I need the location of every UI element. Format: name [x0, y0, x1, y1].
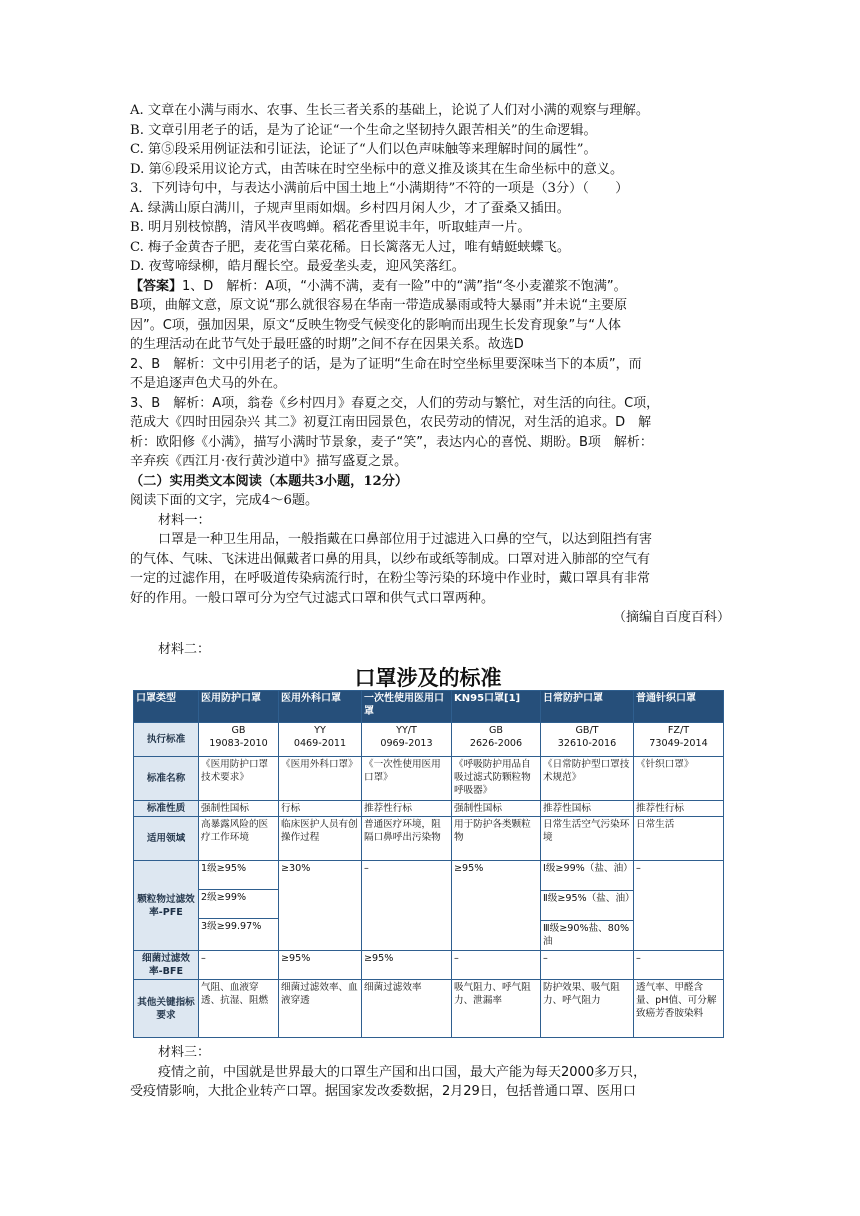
- table-cell: 《呼吸防护用品自吸过滤式防颗粒物呼吸器》: [452, 757, 541, 801]
- table-row-bfe: [134, 951, 724, 980]
- pfe-level: 2级≥99%: [199, 890, 278, 919]
- header-cell: 普通针织口罩: [634, 691, 724, 723]
- option-c: C. 第⑤段采用例证法和引证法，论证了“人们以色声味触等来理解时间的属性”。: [130, 142, 597, 157]
- table-cell: 强制性国标: [199, 801, 279, 817]
- table-row-other: [134, 980, 724, 1038]
- answer-line-8: 范成大《四时田园杂兴 其二》初夏江南田园景色，农民劳动的情况，对生活的追求。D 解: [130, 415, 652, 430]
- row-header: 执行标准: [134, 723, 199, 757]
- table-cell: 《针织口罩》: [634, 757, 724, 801]
- option-d: D. 第⑥段采用议论方式，由苦味在时空坐标中的意义推及谈其在生命坐标中的意义。: [130, 161, 624, 177]
- option-b: B. 文章引用老子的话，是为了论证“一个生命之坚韧持久跟苦相关”的生命逻辑。: [130, 122, 597, 138]
- instruction: 阅读下面的文字，完成4～6题。: [130, 493, 319, 508]
- table-cell: 推荐性国标: [541, 801, 634, 817]
- question-text-block: [130, 101, 730, 659]
- material1-line-4: 好的作用。一般口罩可分为空气过滤式口罩和供气式口罩两种。: [130, 590, 495, 606]
- table-row-exec: [134, 723, 724, 757]
- table-cell: 《医用防护口罩技术要求》: [199, 757, 279, 801]
- answer-line-10: 辛弃疾《西江月·夜行黄沙道中》描写盛夏之景。: [130, 454, 408, 469]
- table-cell: –: [452, 951, 541, 980]
- table-cell: 细菌过滤效率: [362, 980, 452, 1038]
- table-cell: 气阻、血液穿透、抗湿、阻燃: [199, 980, 279, 1038]
- answer-line-5: 2、B 解析：文中引用老子的话，是为了证明“生命在时空坐标里要深味当下的本质”，而: [130, 356, 642, 372]
- option-a: A. 文章在小满与雨水、农事、生长三者关系的基础上，论说了人们对小满的观察与理解。: [130, 103, 650, 118]
- section-title: （二）实用类文本阅读（本题共3小题，12分）: [130, 473, 409, 489]
- row-header: 适用领域: [134, 817, 199, 861]
- header-cell: 一次性使用医用口罩: [362, 691, 452, 723]
- pfe-level: 3级≥99.97%: [201, 921, 262, 932]
- row-header: 标准性质: [134, 801, 199, 817]
- q3-option-c: C. 梅子金黄杏子肥，麦花雪白菜花稀。日长篱落无人过，唯有蜻蜓蛱蝶飞。: [130, 239, 571, 255]
- table-cell: 日常生活空气污染环境: [541, 817, 634, 861]
- table-cell: ≥95%: [362, 951, 452, 980]
- table-cell: YY 0469-2011: [279, 723, 362, 757]
- table-cell: –: [541, 951, 634, 980]
- q3-option-b: B. 明月别枝惊鹊，清风半夜鸣蝉。稻花香里说丰年，听取蛙声一片。: [130, 220, 531, 235]
- pfe-level: Ⅰ级≥99%（盐、油）: [541, 861, 633, 891]
- table-cell: 用于防护各类颗粒物: [452, 817, 541, 861]
- header-cell: 口罩类型: [134, 691, 199, 723]
- table-row-pfe: [134, 861, 724, 951]
- table-cell: 《日常防护型口罩技术规范》: [541, 757, 634, 801]
- material1-line-1: 口罩是一种卫生用品，一般指戴在口鼻部位用于过滤进入口鼻的空气，以达到阻挡有害: [158, 532, 653, 547]
- table-cell: 透气率、甲醛含量、pH值、可分解致癌芳香胺染料: [634, 980, 724, 1038]
- table-cell: –: [362, 861, 452, 951]
- row-header: 颗粒物过滤效率-PFE: [134, 861, 199, 951]
- table-cell: 细菌过滤效率、血液穿透: [279, 980, 362, 1038]
- material3-line-1: 疫情之前，中国就是世界最大的口罩生产国和出口国，最大产能为每天2000多万只，: [158, 1064, 647, 1080]
- table-cell: GB 19083-2010: [199, 723, 279, 757]
- answer-line-1: 【答案】1、D 解析：A项，“小满不满，麦有一险”中的“满”指“冬小麦灌浆不饱满”。: [130, 278, 627, 294]
- pfe-level: Ⅱ级≥95%（盐、油）: [541, 891, 633, 921]
- header-cell: 医用防护口罩: [199, 691, 279, 723]
- table-header-row: [134, 691, 724, 723]
- mask-standards-table: [133, 690, 724, 1038]
- table-cell: 推荐性行标: [362, 801, 452, 817]
- pfe-level: Ⅲ级≥90%盐、80%油: [543, 923, 630, 947]
- row-header: 其他关键指标要求: [134, 980, 199, 1038]
- table-cell: 《医用外科口罩》: [279, 757, 362, 801]
- table-row-field: [134, 817, 724, 861]
- header-cell: KN95口罩[1]: [452, 691, 541, 723]
- answer-line-9: 析：欧阳修《小满》，描写小满时节景象，麦子“笑”，表达内心的喜悦、期盼。B项 解析：: [130, 434, 653, 450]
- header-cell: 日常防护口罩: [541, 691, 634, 723]
- table-cell: GB 2626-2006: [452, 723, 541, 757]
- answer-line-6: 不是追逐声色犬马的外在。: [130, 376, 287, 391]
- material1-line-2: 的气体、气味、飞沫进出佩戴者口鼻的用具，以纱布或纸等制成。口罩对进入肺部的空气有: [130, 551, 651, 567]
- table-cell: 强制性国标: [452, 801, 541, 817]
- table-cell: 《一次性使用医用口罩》: [362, 757, 452, 801]
- material3-label: 材料三：: [158, 1045, 211, 1060]
- q3-option-a: A. 绿满山原白满川，子规声里雨如烟。乡村四月闲人少，才了蚕桑又插田。: [130, 200, 570, 216]
- table-cell: 推荐性行标: [634, 801, 724, 817]
- table-cell: ≥30%: [279, 861, 362, 951]
- table-cell: [199, 861, 279, 951]
- table-row-nature: [134, 801, 724, 817]
- material3-line-2: 受疫情影响，大批企业转产口罩。据国家发改委数据，2月29日，包括普通口罩、医用口: [130, 1084, 636, 1099]
- answer-line-2: B项，曲解文意，原文说“那么就很容易在华南一带造成暴雨或特大暴雨”并未说“主要原: [130, 298, 628, 313]
- material1-source: （摘编自百度百科）: [612, 610, 730, 625]
- answer-label: 【答案】: [130, 278, 183, 294]
- row-header: 标准名称: [134, 757, 199, 801]
- table-cell: ≥95%: [279, 951, 362, 980]
- table-cell: –: [634, 951, 724, 980]
- row-header: 细菌过滤效率-BFE: [134, 951, 199, 980]
- table-cell: 吸气阻力、呼气阻力、泄漏率: [452, 980, 541, 1038]
- table-row-name: [134, 757, 724, 801]
- table-cell: –: [199, 951, 279, 980]
- answer-line-4: 的生理活动在此节气处于最旺盛的时期”之间不存在因果关系。故选D: [130, 337, 524, 352]
- table-cell: [541, 861, 634, 951]
- q3-option-d: D. 夜莺啼绿柳，皓月醒长空。最爱垄头麦，迎风笑落红。: [130, 259, 465, 274]
- table-cell: 日常生活: [634, 817, 724, 861]
- material3-block: [130, 1043, 730, 1102]
- table-cell: FZ/T 73049-2014: [634, 723, 724, 757]
- table-cell: 防护效果、吸气阻力、呼气阻力: [541, 980, 634, 1038]
- table-cell: ≥95%: [452, 861, 541, 951]
- table-cell: 行标: [279, 801, 362, 817]
- question-3: 3．下列诗句中，与表达小满前后中国土地上“小满期待”不符的一项是（3分）（ ）: [130, 181, 629, 196]
- table-cell: YY/T 0969-2013: [362, 723, 452, 757]
- material1-label: 材料一：: [158, 512, 211, 528]
- answer-line-3: 因”。C项，强加因果，原文“反映生物受气候变化的影响而出现生长发育现象”与“人体: [130, 317, 622, 333]
- material1-line-3: 一定的过滤作用，在呼吸道传染病流行时，在粉尘等污染的环境中作业时，戴口罩具有非常: [130, 571, 651, 586]
- table-cell: 高暴露风险的医疗工作环境: [199, 817, 279, 861]
- answer-line-7: 3、B 解析：A项，翁卷《乡村四月》春夏之交，人们的劳动与繁忙，对生活的向往。C项，: [130, 395, 660, 411]
- table-cell: GB/T 32610-2016: [541, 723, 634, 757]
- material2-label: 材料二：: [158, 641, 211, 657]
- table-cell: –: [634, 861, 724, 951]
- table-cell: 普通医疗环境，阻隔口鼻呼出污染物: [362, 817, 452, 861]
- pfe-level: 1级≥95%: [199, 861, 278, 890]
- table-title: 口罩涉及的标准: [354, 666, 502, 690]
- header-cell: 医用外科口罩: [279, 691, 362, 723]
- table-cell: 临床医护人员有创操作过程: [279, 817, 362, 861]
